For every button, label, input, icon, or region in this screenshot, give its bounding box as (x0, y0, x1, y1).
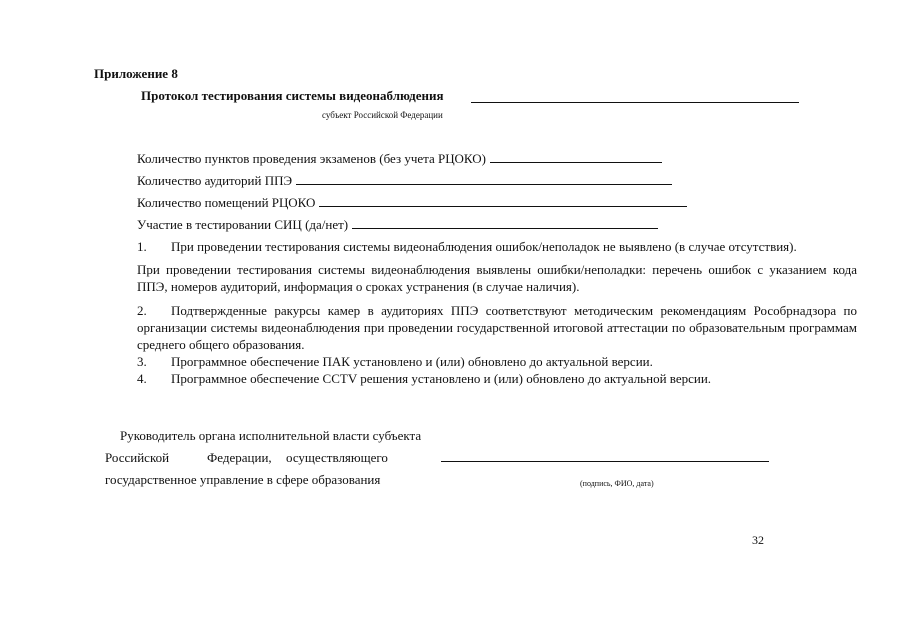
item-1-alternative: При проведении тестирования системы видеонаблюдения выявлены ошибки/неполадки: перечень ошибок с указанием кода ППЭ, номеров аудиторий, информация о сроках устранения (в случае наличия). (137, 262, 857, 294)
item-3-number: 3. (137, 354, 147, 369)
item-2-text: Подтвержденные ракурсы камер в аудиториях ППЭ соответствуют методическим рекомендациям Рособрнадзора по организации системы видеонаблюдения при проведении государственной итоговой аттестации по образовательным программам среднего общего образования. (137, 303, 857, 352)
field-sic-participation (137, 216, 658, 233)
protocol-title: Протокол тестирования системы видеонаблюдения (141, 88, 444, 103)
item-2 (137, 302, 857, 353)
signature-line-2b: Федерации, (207, 450, 272, 465)
subject-caption: субъект Российской Федерации (322, 110, 443, 120)
item-4 (137, 370, 857, 387)
item-4-number: 4. (137, 371, 147, 386)
signature-line-2c: осуществляющего (286, 450, 388, 465)
field-rcoko-rooms (137, 194, 687, 211)
field-exam-points (137, 150, 662, 167)
field-exam-points-line (490, 150, 662, 163)
item-1 (137, 238, 857, 255)
subject-fill-line (471, 102, 799, 103)
item-3-text: Программное обеспечение ПАК установлено и (или) обновлено до актуальной версии. (171, 354, 653, 369)
field-exam-points-label: Количество пунктов проведения экзаменов (без учета РЦОКО) (137, 151, 486, 166)
signature-fill-line (441, 461, 769, 462)
signature-line-3: государственное управление в сфере образования (105, 472, 381, 487)
signature-line-2a: Российской (105, 450, 170, 465)
field-rcoko-rooms-line (319, 194, 687, 207)
appendix-label: Приложение 8 (94, 66, 178, 81)
field-sic-participation-line (352, 216, 658, 229)
item-1-number: 1. (137, 239, 147, 254)
item-4-text: Программное обеспечение CCTV решения установлено и (или) обновлено до актуальной версии. (171, 371, 712, 386)
item-1-text: При проведении тестирования системы видеонаблюдения ошибок/неполадок не выявлено (в случае отсутствия). (171, 239, 797, 254)
signature-caption: (подпись, ФИО, дата) (580, 479, 654, 488)
field-rcoko-rooms-label: Количество помещений РЦОКО (137, 195, 316, 210)
field-sic-participation-label: Участие в тестировании СИЦ (да/нет) (137, 217, 349, 232)
field-classrooms-label: Количество аудиторий ППЭ (137, 173, 293, 188)
item-3 (137, 353, 857, 370)
item-2-number: 2. (137, 303, 147, 318)
page-number: 32 (752, 533, 764, 547)
field-classrooms (137, 172, 672, 189)
field-classrooms-line (296, 172, 672, 185)
signature-line-1: Руководитель органа исполнительной власти субъекта (120, 428, 422, 443)
